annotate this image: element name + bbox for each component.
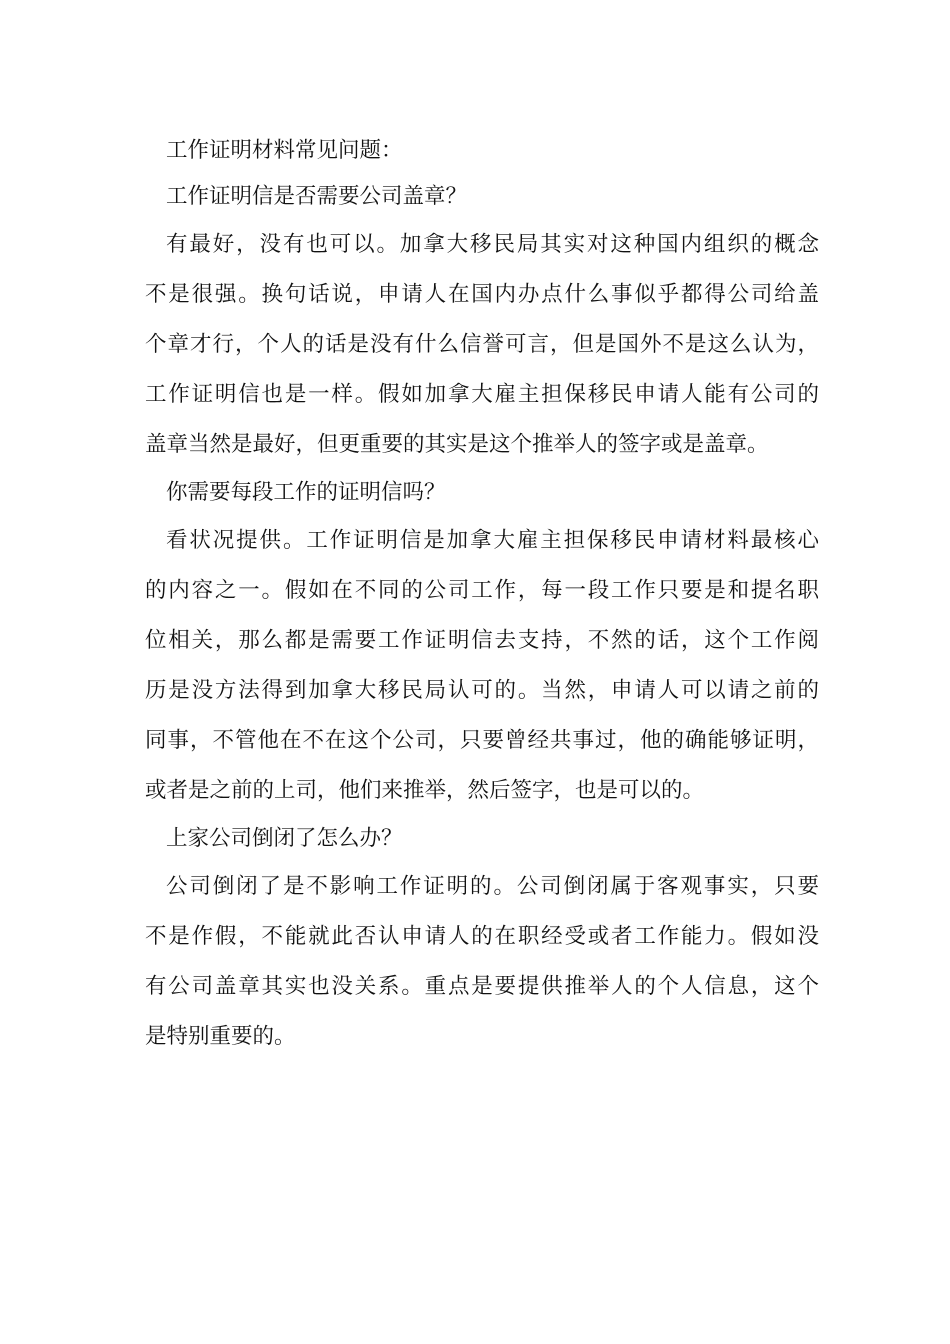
answer-line: 盖章当然是最好，但更重要的其实是这个推举人的签字或是盖章。 xyxy=(145,432,769,457)
answer-line: 历是没方法得到加拿大移民局认可的。当然，申请人可以请之前的 xyxy=(145,678,819,703)
answer-line: 个章才行，个人的话是没有什么信誉可言，但是国外不是这么认为， xyxy=(145,332,819,357)
answer-line: 公司倒闭了是不影响工作证明的。公司倒闭属于客观事实，只要 xyxy=(166,874,819,899)
answer-line: 不是很强。换句话说，申请人在国内办点什么事似乎都得公司给盖 xyxy=(145,282,819,307)
answer-line: 不是作假，不能就此否认申请人的在职经受或者工作能力。假如没 xyxy=(145,924,819,949)
answer-line: 或者是之前的上司，他们来推举，然后签字，也是可以的。 xyxy=(145,778,705,803)
answer-line: 有公司盖章其实也没关系。重点是要提供推举人的个人信息，这个 xyxy=(145,974,819,999)
answer-line: 的内容之一。假如在不同的公司工作，每一段工作只要是和提名职 xyxy=(145,578,819,603)
answer-line: 有最好，没有也可以。加拿大移民局其实对这种国内组织的概念 xyxy=(166,232,819,257)
question-each-job-letter: 你需要每段工作的证明信吗？ xyxy=(166,480,446,505)
document-body xyxy=(145,128,819,1062)
answer-line: 位相关，那么都是需要工作证明信去支持，不然的话，这个工作阅 xyxy=(145,628,819,653)
document-heading: 工作证明材料常见问题： xyxy=(166,138,403,163)
question-company-closed: 上家公司倒闭了怎么办？ xyxy=(166,826,403,851)
answer-line: 工作证明信也是一样。假如加拿大雇主担保移民申请人能有公司的 xyxy=(145,382,819,407)
question-company-seal: 工作证明信是否需要公司盖章？ xyxy=(166,184,468,209)
answer-line: 是特别重要的。 xyxy=(145,1024,296,1049)
answer-line: 同事，不管他在不在这个公司，只要曾经共事过，他的确能够证明， xyxy=(145,728,819,753)
answer-line: 看状况提供。工作证明信是加拿大雇主担保移民申请材料最核心 xyxy=(166,528,819,553)
